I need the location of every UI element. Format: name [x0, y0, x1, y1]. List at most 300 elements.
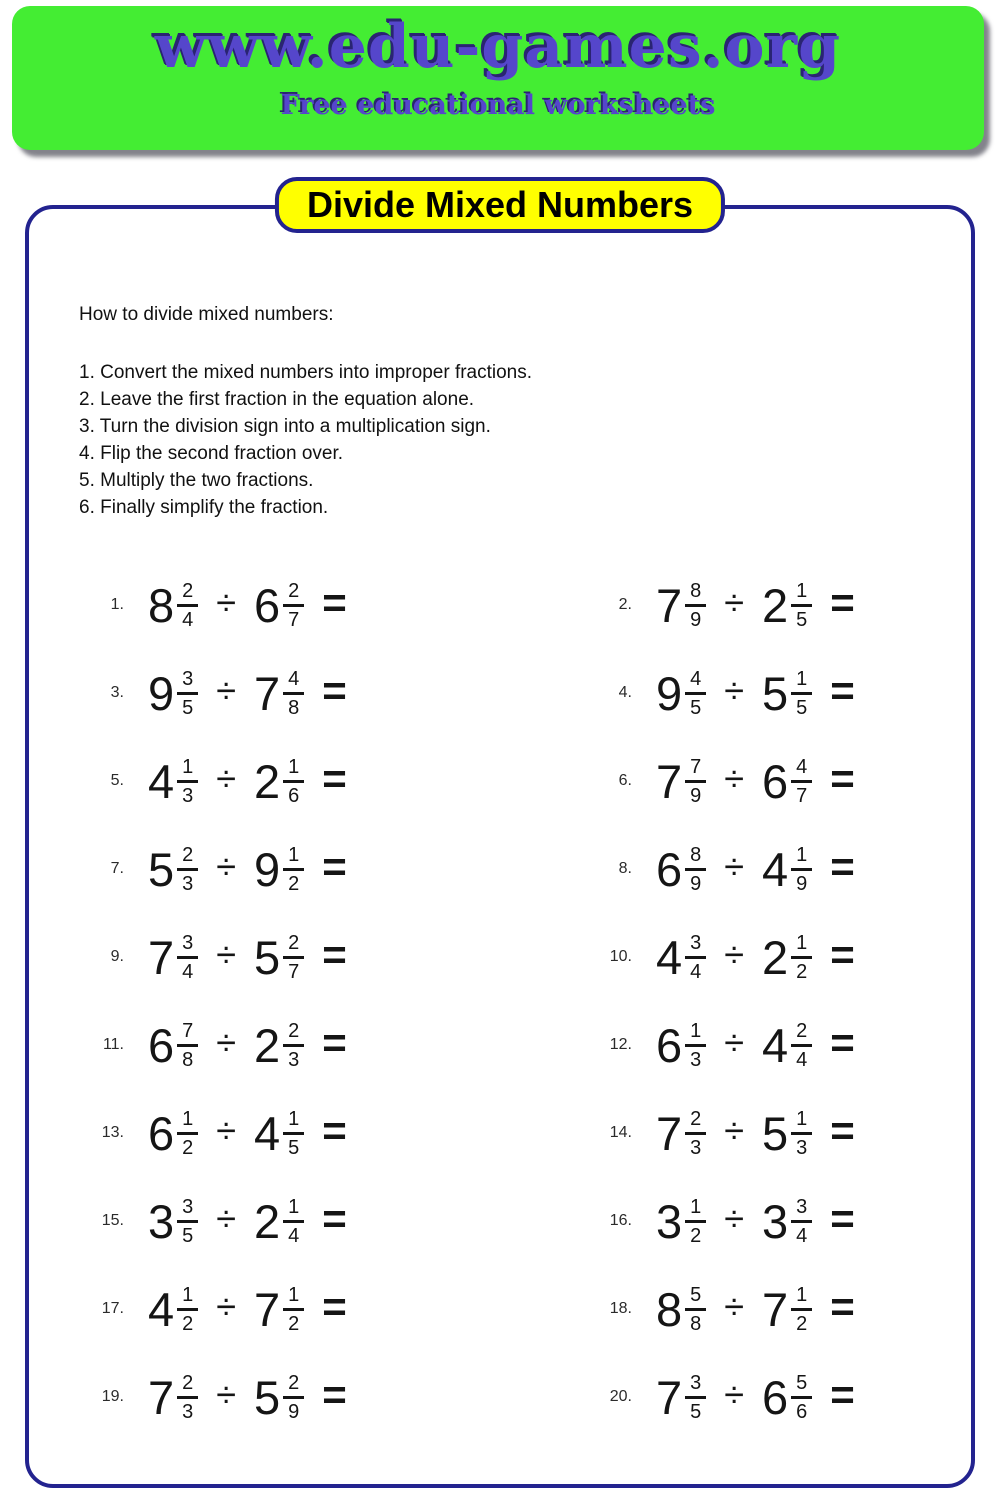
problem-number: 1.: [110, 596, 124, 613]
first-denominator: 4: [182, 608, 194, 631]
second-denominator: 2: [288, 1312, 300, 1335]
second-fraction: [283, 581, 304, 630]
first-fraction: [177, 669, 198, 718]
problem-row: [587, 1353, 939, 1441]
instructions-heading: How to divide mixed numbers:: [79, 304, 334, 325]
second-whole: 2: [762, 578, 789, 632]
second-denominator: 5: [796, 696, 808, 719]
equals-sign: =: [830, 1283, 855, 1330]
worksheet-title-pill: [275, 177, 725, 233]
instruction-step: 5. Multiply the two fractions.: [79, 470, 314, 491]
first-numerator: 2: [685, 1109, 706, 1135]
problem-expression: [656, 755, 855, 807]
second-mixed-number: [762, 842, 812, 896]
first-numerator: 1: [685, 1197, 706, 1223]
first-numerator: 4: [685, 669, 706, 695]
first-numerator: 3: [177, 1197, 198, 1223]
first-mixed-number: [148, 1194, 198, 1248]
second-numerator: 2: [791, 1021, 812, 1047]
division-sign: ÷: [216, 1110, 237, 1151]
site-tagline: Free educational worksheets: [280, 90, 716, 121]
worksheet-content-box: [25, 205, 975, 1488]
first-fraction: [177, 1021, 198, 1070]
problem-row: [587, 913, 939, 1001]
second-denominator: 7: [288, 960, 300, 983]
problem-expression: [148, 1195, 347, 1247]
second-fraction: [791, 1373, 812, 1422]
first-numerator: 3: [685, 933, 706, 959]
first-denominator: 9: [690, 872, 702, 895]
first-denominator: 8: [690, 1312, 702, 1335]
division-sign: ÷: [724, 1110, 745, 1151]
first-numerator: 3: [685, 1373, 706, 1399]
equals-sign: =: [830, 1019, 855, 1066]
first-whole: 4: [148, 1282, 175, 1336]
first-whole: 7: [656, 1370, 683, 1424]
first-whole: 7: [656, 578, 683, 632]
equals-sign: =: [322, 843, 347, 890]
second-whole: 5: [762, 666, 789, 720]
problem-row: [587, 737, 939, 825]
second-numerator: 1: [791, 845, 812, 871]
second-whole: 6: [762, 754, 789, 808]
first-mixed-number: [656, 1370, 706, 1424]
first-mixed-number: [148, 578, 198, 632]
second-denominator: 6: [796, 1400, 808, 1423]
second-mixed-number: [254, 1018, 304, 1072]
problem-row: [79, 1177, 587, 1265]
first-whole: 4: [656, 930, 683, 984]
second-fraction: [283, 757, 304, 806]
second-numerator: 1: [283, 1109, 304, 1135]
first-mixed-number: [148, 666, 198, 720]
first-fraction: [177, 757, 198, 806]
equals-sign: =: [322, 579, 347, 626]
equals-sign: =: [322, 1019, 347, 1066]
problem-row: [79, 913, 587, 1001]
second-numerator: 3: [791, 1197, 812, 1223]
second-fraction: [283, 1373, 304, 1422]
first-denominator: 9: [690, 784, 702, 807]
first-denominator: 4: [690, 960, 702, 983]
problem-number: 11.: [102, 1036, 124, 1053]
division-sign: ÷: [216, 1022, 237, 1063]
first-mixed-number: [656, 1194, 706, 1248]
first-denominator: 9: [690, 608, 702, 631]
second-mixed-number: [254, 1106, 304, 1160]
problem-row: [587, 1001, 939, 1089]
second-fraction: [283, 933, 304, 982]
first-denominator: 4: [182, 960, 194, 983]
problem-number: 4.: [618, 684, 632, 701]
second-whole: 6: [254, 578, 281, 632]
first-fraction: [685, 1109, 706, 1158]
instruction-step: 4. Flip the second fraction over.: [79, 443, 344, 464]
second-fraction: [283, 669, 304, 718]
first-fraction: [685, 1197, 706, 1246]
problem-number: 16.: [609, 1212, 632, 1229]
first-whole: 4: [148, 754, 175, 808]
second-fraction: [283, 1109, 304, 1158]
second-denominator: 5: [796, 608, 808, 631]
equals-sign: =: [830, 931, 855, 978]
instruction-step: 6. Finally simplify the fraction.: [79, 497, 329, 518]
problem-number: 9.: [110, 948, 124, 965]
second-mixed-number: [254, 754, 304, 808]
second-numerator: 1: [791, 581, 812, 607]
problem-number: 7.: [110, 860, 124, 877]
second-denominator: 4: [288, 1224, 300, 1247]
division-sign: ÷: [216, 1198, 237, 1239]
second-fraction: [791, 1021, 812, 1070]
second-mixed-number: [254, 930, 304, 984]
division-sign: ÷: [216, 846, 237, 887]
problem-expression: [656, 1107, 855, 1159]
first-fraction: [685, 1373, 706, 1422]
second-mixed-number: [762, 1282, 812, 1336]
first-fraction: [685, 669, 706, 718]
second-whole: 7: [254, 666, 281, 720]
second-fraction: [791, 845, 812, 894]
problem-expression: [656, 579, 855, 631]
first-denominator: 3: [182, 1400, 194, 1423]
first-denominator: 5: [182, 696, 194, 719]
problem-row: [587, 561, 939, 649]
problem-number: 19.: [101, 1388, 124, 1405]
first-numerator: 3: [177, 933, 198, 959]
second-mixed-number: [254, 1370, 304, 1424]
first-whole: 8: [656, 1282, 683, 1336]
second-denominator: 7: [796, 784, 808, 807]
first-numerator: 5: [685, 1285, 706, 1311]
instruction-step: 2. Leave the first fraction in the equation alone.: [79, 389, 475, 410]
problem-expression: [656, 667, 855, 719]
equals-sign: =: [830, 755, 855, 802]
instructions: [79, 301, 779, 521]
first-fraction: [177, 845, 198, 894]
second-denominator: 3: [288, 1048, 300, 1071]
first-denominator: 8: [182, 1048, 194, 1071]
problem-expression: [148, 579, 347, 631]
first-fraction: [685, 1021, 706, 1070]
second-mixed-number: [254, 666, 304, 720]
problem-number: 8.: [618, 860, 632, 877]
problem-number: 17.: [101, 1300, 124, 1317]
first-fraction: [685, 757, 706, 806]
second-mixed-number: [762, 930, 812, 984]
first-numerator: 7: [177, 1021, 198, 1047]
division-sign: ÷: [724, 846, 745, 887]
second-mixed-number: [762, 578, 812, 632]
problem-row: [587, 1265, 939, 1353]
first-mixed-number: [148, 1282, 198, 1336]
second-fraction: [283, 1197, 304, 1246]
second-denominator: 9: [288, 1400, 300, 1423]
problem-expression: [148, 1019, 347, 1071]
second-whole: 5: [254, 930, 281, 984]
second-numerator: 1: [791, 933, 812, 959]
second-whole: 9: [254, 842, 281, 896]
division-sign: ÷: [724, 582, 745, 623]
problem-expression: [656, 843, 855, 895]
division-sign: ÷: [724, 670, 745, 711]
second-denominator: 8: [288, 696, 300, 719]
second-whole: 5: [762, 1106, 789, 1160]
first-whole: 7: [148, 930, 175, 984]
problem-expression: [148, 931, 347, 983]
problem-row: [587, 1089, 939, 1177]
problem-row: [79, 649, 587, 737]
second-numerator: 1: [791, 669, 812, 695]
second-numerator: 4: [283, 669, 304, 695]
first-mixed-number: [148, 930, 198, 984]
second-numerator: 5: [791, 1373, 812, 1399]
division-sign: ÷: [724, 1286, 745, 1327]
division-sign: ÷: [216, 758, 237, 799]
second-numerator: 1: [791, 1109, 812, 1135]
second-mixed-number: [762, 1194, 812, 1248]
first-denominator: 3: [690, 1136, 702, 1159]
second-mixed-number: [762, 1018, 812, 1072]
problem-row: [79, 737, 587, 825]
first-denominator: 5: [182, 1224, 194, 1247]
problem-number: 10.: [609, 948, 632, 965]
equals-sign: =: [322, 1371, 347, 1418]
problem-number: 6.: [618, 772, 632, 789]
first-whole: 6: [148, 1106, 175, 1160]
first-whole: 6: [656, 842, 683, 896]
first-whole: 3: [148, 1194, 175, 1248]
problem-expression: [656, 1371, 855, 1423]
division-sign: ÷: [724, 1374, 745, 1415]
problem-row: [79, 825, 587, 913]
problem-row: [79, 1353, 587, 1441]
first-fraction: [177, 1109, 198, 1158]
first-whole: 6: [656, 1018, 683, 1072]
first-fraction: [685, 1285, 706, 1334]
division-sign: ÷: [216, 1286, 237, 1327]
first-numerator: 1: [177, 757, 198, 783]
second-whole: 7: [762, 1282, 789, 1336]
first-numerator: 1: [177, 1285, 198, 1311]
second-denominator: 3: [796, 1136, 808, 1159]
first-denominator: 2: [182, 1136, 194, 1159]
first-mixed-number: [656, 1282, 706, 1336]
first-numerator: 2: [177, 845, 198, 871]
first-denominator: 5: [690, 696, 702, 719]
problem-number: 15.: [101, 1212, 124, 1229]
division-sign: ÷: [724, 1198, 745, 1239]
equals-sign: =: [322, 1107, 347, 1154]
problem-number: 18.: [609, 1300, 632, 1317]
second-numerator: 4: [791, 757, 812, 783]
second-whole: 2: [254, 1018, 281, 1072]
second-numerator: 1: [283, 757, 304, 783]
first-whole: 9: [148, 666, 175, 720]
second-numerator: 2: [283, 933, 304, 959]
first-fraction: [177, 1285, 198, 1334]
second-mixed-number: [762, 666, 812, 720]
first-numerator: 2: [177, 1373, 198, 1399]
second-denominator: 2: [796, 960, 808, 983]
division-sign: ÷: [216, 1374, 237, 1415]
second-numerator: 1: [791, 1285, 812, 1311]
second-mixed-number: [762, 1370, 812, 1424]
second-fraction: [791, 757, 812, 806]
first-denominator: 3: [182, 872, 194, 895]
second-denominator: 2: [796, 1312, 808, 1335]
problem-row: [587, 649, 939, 737]
first-fraction: [177, 1197, 198, 1246]
division-sign: ÷: [724, 1022, 745, 1063]
first-whole: 8: [148, 578, 175, 632]
problem-expression: [148, 667, 347, 719]
second-mixed-number: [762, 754, 812, 808]
first-whole: 7: [148, 1370, 175, 1424]
equals-sign: =: [830, 1195, 855, 1242]
equals-sign: =: [830, 843, 855, 890]
problem-number: 12.: [609, 1036, 632, 1053]
first-numerator: 2: [177, 581, 198, 607]
equals-sign: =: [830, 1371, 855, 1418]
first-mixed-number: [656, 1018, 706, 1072]
problem-expression: [656, 931, 855, 983]
second-denominator: 2: [288, 872, 300, 895]
second-whole: 2: [762, 930, 789, 984]
second-whole: 6: [762, 1370, 789, 1424]
problem-expression: [656, 1019, 855, 1071]
first-mixed-number: [148, 754, 198, 808]
second-whole: 4: [762, 842, 789, 896]
second-fraction: [791, 1197, 812, 1246]
first-mixed-number: [656, 666, 706, 720]
problems-grid: [79, 561, 939, 1441]
first-whole: 6: [148, 1018, 175, 1072]
second-denominator: 5: [288, 1136, 300, 1159]
second-denominator: 4: [796, 1224, 808, 1247]
second-numerator: 1: [283, 1197, 304, 1223]
second-mixed-number: [254, 1194, 304, 1248]
problem-expression: [148, 1107, 347, 1159]
second-mixed-number: [254, 842, 304, 896]
problem-row: [587, 1177, 939, 1265]
second-denominator: 9: [796, 872, 808, 895]
first-denominator: 2: [182, 1312, 194, 1335]
second-fraction: [791, 933, 812, 982]
first-numerator: 8: [685, 581, 706, 607]
first-whole: 7: [656, 1106, 683, 1160]
second-mixed-number: [254, 578, 304, 632]
second-mixed-number: [762, 1106, 812, 1160]
equals-sign: =: [830, 1107, 855, 1154]
second-fraction: [791, 581, 812, 630]
first-fraction: [177, 581, 198, 630]
instruction-steps: [79, 359, 779, 521]
problem-number: 3.: [110, 684, 124, 701]
problem-number: 13.: [101, 1124, 124, 1141]
second-fraction: [791, 1285, 812, 1334]
first-denominator: 3: [690, 1048, 702, 1071]
problem-row: [587, 825, 939, 913]
site-title: www.edu-games.org: [154, 12, 842, 82]
problem-expression: [148, 1371, 347, 1423]
first-mixed-number: [148, 1370, 198, 1424]
first-fraction: [177, 1373, 198, 1422]
second-whole: 4: [254, 1106, 281, 1160]
second-fraction: [791, 669, 812, 718]
problem-row: [79, 1001, 587, 1089]
problem-expression: [148, 1283, 347, 1335]
equals-sign: =: [322, 755, 347, 802]
first-denominator: 2: [690, 1224, 702, 1247]
second-numerator: 1: [283, 845, 304, 871]
second-fraction: [791, 1109, 812, 1158]
site-banner: [12, 6, 984, 150]
instruction-step: 1. Convert the mixed numbers into improper fractions.: [79, 362, 533, 383]
problem-row: [79, 1265, 587, 1353]
second-mixed-number: [254, 1282, 304, 1336]
first-mixed-number: [148, 1106, 198, 1160]
division-sign: ÷: [216, 670, 237, 711]
problem-row: [79, 561, 587, 649]
first-numerator: 7: [685, 757, 706, 783]
division-sign: ÷: [724, 758, 745, 799]
first-fraction: [685, 581, 706, 630]
problem-number: 14.: [609, 1124, 632, 1141]
first-mixed-number: [656, 842, 706, 896]
first-numerator: 8: [685, 845, 706, 871]
second-numerator: 2: [283, 1021, 304, 1047]
problem-expression: [148, 843, 347, 895]
second-numerator: 1: [283, 1285, 304, 1311]
first-denominator: 5: [690, 1400, 702, 1423]
second-denominator: 4: [796, 1048, 808, 1071]
equals-sign: =: [322, 1283, 347, 1330]
first-mixed-number: [656, 1106, 706, 1160]
problem-number: 20.: [609, 1388, 632, 1405]
first-fraction: [685, 933, 706, 982]
second-fraction: [283, 1285, 304, 1334]
equals-sign: =: [830, 579, 855, 626]
first-whole: 3: [656, 1194, 683, 1248]
first-whole: 5: [148, 842, 175, 896]
first-denominator: 3: [182, 784, 194, 807]
first-whole: 7: [656, 754, 683, 808]
second-whole: 3: [762, 1194, 789, 1248]
second-denominator: 7: [288, 608, 300, 631]
first-mixed-number: [148, 842, 198, 896]
problem-number: 2.: [618, 596, 632, 613]
first-mixed-number: [656, 754, 706, 808]
division-sign: ÷: [216, 582, 237, 623]
second-whole: 2: [254, 754, 281, 808]
instruction-step: 3. Turn the division sign into a multiplication sign.: [79, 416, 491, 437]
first-fraction: [685, 845, 706, 894]
problem-number: 5.: [110, 772, 124, 789]
second-denominator: 6: [288, 784, 300, 807]
first-mixed-number: [656, 578, 706, 632]
equals-sign: =: [322, 667, 347, 714]
equals-sign: =: [322, 1195, 347, 1242]
first-numerator: 1: [685, 1021, 706, 1047]
second-whole: 2: [254, 1194, 281, 1248]
first-mixed-number: [656, 930, 706, 984]
equals-sign: =: [830, 667, 855, 714]
problem-expression: [148, 755, 347, 807]
problem-row: [79, 1089, 587, 1177]
second-fraction: [283, 1021, 304, 1070]
first-mixed-number: [148, 1018, 198, 1072]
